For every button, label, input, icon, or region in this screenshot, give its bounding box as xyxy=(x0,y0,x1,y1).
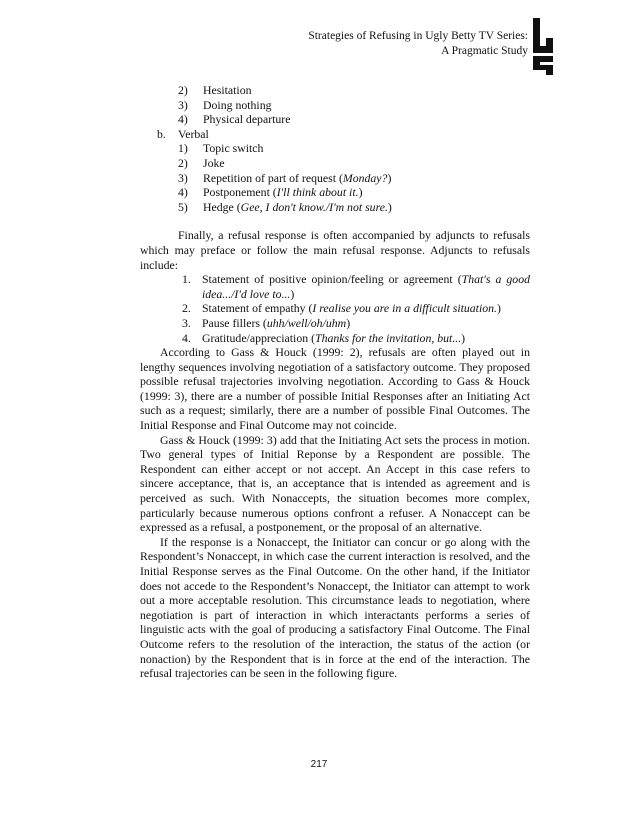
list-item: 1) Topic switch xyxy=(178,141,264,156)
verbal-heading: b. Verbal xyxy=(157,126,209,141)
list-item: 2) Joke xyxy=(178,155,225,170)
page-number: 217 xyxy=(310,759,328,770)
header-title-line1: Strategies of Refusing in Ugly Betty TV Series: xyxy=(308,30,528,42)
running-header xyxy=(308,29,528,59)
nonverbal-list xyxy=(140,83,530,127)
list-item: 5) Hedge (Gee, I don't know./I'm not sure.) xyxy=(178,199,392,214)
adjuncts-intro-paragraph: Finally, a refusal response is often accompanied by adjuncts to refusals which may preface or follow the main refusal response. Adjuncts to refusals include: xyxy=(140,228,530,272)
body-text xyxy=(140,83,530,681)
list-item: 2) Hesitation xyxy=(178,83,252,97)
journal-logo-icon xyxy=(530,18,556,76)
list-item: 3) Doing nothing xyxy=(178,97,272,112)
list-item: 1. Statement of positive opinion/feeling or agreement (That's a good idea.../I'd love to...) xyxy=(182,272,531,301)
list-item: 4. Gratitude/appreciation (Thanks for the invitation, but...) xyxy=(182,330,466,345)
body-paragraph: According to Gass & Houck (1999: 2), refusals are often played out in lengthy sequences involving negotiation of a satisfactory outcome. They proposed possible refusal trajectories involving negotiation. According to Gass & Houck (1999: 3), there are a number of possible Initial Responses after an Initiating Act such as a request; similarly, there are a number of possible Final Outcomes. The Initial Response and Final Outcome may not coincide. xyxy=(140,345,530,433)
adjuncts-list xyxy=(140,272,530,345)
list-item: 3) Repetition of part of request (Monday?) xyxy=(178,170,392,185)
header-title-line2: A Pragmatic Study xyxy=(441,45,528,57)
list-item: 4) Physical departure xyxy=(178,112,291,127)
list-item: 2. Statement of empathy (I realise you are in a difficult situation.) xyxy=(182,301,501,316)
verbal-list xyxy=(140,141,530,214)
body-paragraph: Gass & Houck (1999: 3) add that the Initiating Act sets the process in motion. Two general types of Initial Reponse by a Respondent are possible. The Respondent can either accept or not accept. An Accept in this case refers to sincere acceptance, that is, an acceptance that is intended as agreement and is perceived as such. With Nonaccepts, the situation becomes more complex, particularly because numerous options confront a refuser. A Nonaccept can be expressed as a refusal, a postponement, or the proposal of an alternative. xyxy=(140,432,530,535)
body-paragraph: If the response is a Nonaccept, the Initiator can concur or go along with the Respondent’s Nonaccept, in which case the current interaction is resolved, and the Initial Response serves as the Final Outcome. On the other hand, if the Initiator does not accede to the Respondent’s Nonaccept, the Initiator can attempt to work out a more acceptable resolution. This circumstance leads to negotiation, where negotiation is part of interaction in which interactants performs a series of linguistic acts with the goal of producing a satisfactory Final Outcome. The Final Outcome refers to the resolution of the interaction, the status of the action (or nonaction) by the Respondent that is in force at the end of the interaction. The refusal trajectories can be seen in the following figure. xyxy=(140,534,530,681)
list-item: 4) Postponement (I'll think about it.) xyxy=(178,185,363,200)
list-item: 3. Pause fillers (uhh/well/oh/uhm) xyxy=(182,315,351,330)
